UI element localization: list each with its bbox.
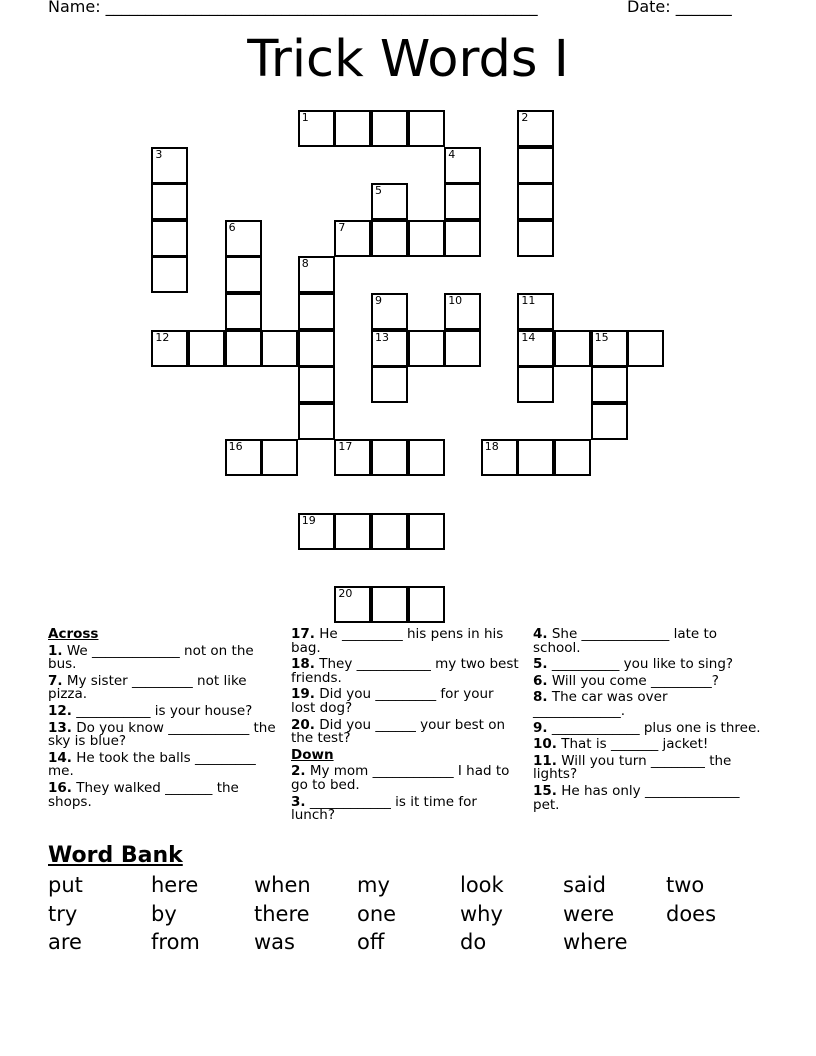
word-bank-word: said xyxy=(563,873,606,897)
clue-number-label: 12. xyxy=(48,702,72,719)
down-clues-list-continued xyxy=(533,628,763,812)
crossword-cell[interactable] xyxy=(371,293,408,330)
clues-column-3 xyxy=(533,628,763,815)
name-field-label[interactable]: Name: ______________________________________________________ xyxy=(48,0,538,16)
clue-text: Did you _________ for your lost dog? xyxy=(291,686,494,716)
clue-item xyxy=(533,672,763,689)
word-bank-word: put xyxy=(48,873,83,897)
clue-text: ____________ is it time for lunch? xyxy=(291,793,477,824)
date-field-label[interactable]: Date: _______ xyxy=(627,0,732,16)
word-bank-word: by xyxy=(151,902,177,926)
crossword-cell[interactable] xyxy=(517,330,554,367)
word-bank-word: two xyxy=(666,873,705,897)
clue-number: 15 xyxy=(594,330,609,344)
clue-item xyxy=(291,658,521,685)
clue-item xyxy=(291,793,521,824)
crossword-cell[interactable] xyxy=(627,330,664,367)
crossword-cell[interactable] xyxy=(408,439,445,476)
word-bank-word: were xyxy=(563,902,615,926)
crossword-cell[interactable] xyxy=(371,183,408,220)
clues-column-1 xyxy=(48,628,278,812)
clue-number: 3 xyxy=(155,147,163,161)
clue-number-label: 4. xyxy=(533,626,548,642)
crossword-cell[interactable] xyxy=(151,220,188,257)
clue-number-label: 3. xyxy=(291,793,306,810)
clue-number-label: 7. xyxy=(48,672,63,689)
clue-item xyxy=(48,642,278,673)
crossword-cell[interactable] xyxy=(225,439,262,476)
word-bank-word: there xyxy=(254,902,310,926)
clue-item xyxy=(533,782,763,813)
clue-text: The car was over _____________. xyxy=(533,689,668,719)
crossword-cell[interactable] xyxy=(481,439,518,476)
crossword-cell[interactable] xyxy=(408,110,445,147)
crossword-cell[interactable] xyxy=(444,293,481,330)
clue-number-label: 11. xyxy=(533,752,557,769)
clue-number-label: 10. xyxy=(533,736,557,753)
clue-number-label: 5. xyxy=(533,656,548,673)
clue-number-label: 8. xyxy=(533,689,548,706)
clue-number: 9 xyxy=(375,294,382,307)
word-bank-word: from xyxy=(151,930,200,954)
clue-item xyxy=(533,658,763,672)
down-clues-list xyxy=(291,765,521,822)
crossword-cell[interactable] xyxy=(517,147,554,184)
clue-number: 16 xyxy=(228,440,243,454)
crossword-cell[interactable] xyxy=(517,439,554,476)
clue-number-label: 17. xyxy=(291,626,315,642)
word-bank-word: off xyxy=(357,930,385,954)
clue-number-label: 19. xyxy=(291,686,315,703)
crossword-cell[interactable] xyxy=(371,586,408,623)
crossword-cell[interactable] xyxy=(334,513,371,550)
clue-number: 19 xyxy=(301,513,316,527)
crossword-cell[interactable] xyxy=(517,366,554,403)
clue-item xyxy=(48,672,278,703)
crossword-cell[interactable] xyxy=(371,366,408,403)
crossword-cell[interactable] xyxy=(517,110,554,147)
clue-number: 12 xyxy=(155,330,170,344)
word-bank-word: here xyxy=(151,873,199,897)
crossword-cell[interactable] xyxy=(371,220,408,257)
crossword-cell[interactable] xyxy=(298,513,335,550)
clue-number: 5 xyxy=(375,184,382,198)
across-heading: Across xyxy=(48,626,99,642)
clue-number-label: 20. xyxy=(291,716,315,733)
clue-number: 11 xyxy=(521,294,536,307)
crossword-cell[interactable] xyxy=(334,220,371,257)
crossword-cell[interactable] xyxy=(408,330,445,367)
crossword-cell[interactable] xyxy=(408,220,445,257)
clue-text: He _________ his pens in his bag. xyxy=(291,626,504,656)
crossword-cell[interactable] xyxy=(517,183,554,220)
clue-item xyxy=(533,719,763,736)
crossword-cell[interactable] xyxy=(298,293,335,330)
clue-text: They ___________ my two best friends. xyxy=(291,656,519,686)
crossword-cell[interactable] xyxy=(334,586,371,623)
clue-item xyxy=(533,752,763,783)
word-bank-word: where xyxy=(563,930,628,954)
clue-text: That is _______ jacket! xyxy=(556,736,709,753)
crossword-cell[interactable] xyxy=(298,256,335,293)
clue-text: Did you ______ your best on the test? xyxy=(291,716,506,747)
clues-column-2 xyxy=(291,628,521,826)
clue-text: He has only ______________ pet. xyxy=(533,782,740,813)
clue-item xyxy=(291,765,521,792)
crossword-cell[interactable] xyxy=(188,330,225,367)
crossword-cell[interactable] xyxy=(225,220,262,257)
clue-number: 18 xyxy=(484,440,499,454)
across-clues-list xyxy=(48,642,278,810)
crossword-cell[interactable] xyxy=(591,366,628,403)
crossword-cell[interactable] xyxy=(298,366,335,403)
word-bank-word: are xyxy=(48,930,82,954)
word-bank-word: why xyxy=(460,902,503,926)
across-clues-list-continued xyxy=(291,628,521,746)
crossword-cell[interactable] xyxy=(151,147,188,184)
crossword-cell[interactable] xyxy=(444,220,481,257)
crossword-cell[interactable] xyxy=(225,330,262,367)
clue-item xyxy=(533,738,763,752)
clue-text: We _____________ not on the bus. xyxy=(48,642,254,673)
crossword-cell[interactable] xyxy=(517,220,554,257)
crossword-cell[interactable] xyxy=(408,586,445,623)
clue-item xyxy=(291,688,521,715)
crossword-cell[interactable] xyxy=(444,330,481,367)
clue-number: 17 xyxy=(338,440,353,454)
clue-text: Will you come _________? xyxy=(547,672,719,689)
crossword-cell[interactable] xyxy=(371,110,408,147)
clue-item xyxy=(291,716,521,747)
crossword-cell[interactable] xyxy=(554,330,591,367)
word-bank-word: try xyxy=(48,902,78,926)
clue-text: He took the balls _________ me. xyxy=(48,749,256,780)
clue-number: 7 xyxy=(338,220,346,234)
clue-item xyxy=(291,628,521,655)
clue-item xyxy=(48,779,278,810)
crossword-cell[interactable] xyxy=(151,256,188,293)
clue-number: 2 xyxy=(521,111,529,124)
word-bank-word: look xyxy=(460,873,504,897)
clue-number-label: 6. xyxy=(533,672,548,689)
clue-text: She _____________ late to school. xyxy=(533,626,718,656)
clue-number: 14 xyxy=(521,330,536,344)
clue-number-label: 9. xyxy=(533,719,548,736)
crossword-cell[interactable] xyxy=(591,330,628,367)
crossword-cell[interactable] xyxy=(298,403,335,440)
clue-text: __________ you like to sing? xyxy=(547,656,734,673)
crossword-cell[interactable] xyxy=(371,439,408,476)
crossword-cell[interactable] xyxy=(261,330,298,367)
clue-number: 4 xyxy=(448,147,456,161)
clue-number-label: 14. xyxy=(48,749,72,766)
clue-number: 1 xyxy=(301,111,309,124)
word-bank-word: when xyxy=(254,873,311,897)
crossword-cell[interactable] xyxy=(334,110,371,147)
clue-text: Do you know ____________ the sky is blue? xyxy=(48,719,276,750)
crossword-cell[interactable] xyxy=(444,147,481,184)
word-bank-title: Word Bank xyxy=(48,843,183,868)
clue-text: Will you turn ________ the lights? xyxy=(533,752,732,783)
crossword-cell[interactable] xyxy=(591,403,628,440)
clue-number-label: 15. xyxy=(533,782,557,799)
clue-text: My mom ____________ I had to go to bed. xyxy=(291,763,510,793)
clue-item xyxy=(48,749,278,780)
word-bank-word: my xyxy=(357,873,390,897)
clue-number: 6 xyxy=(228,220,236,234)
clue-item xyxy=(533,628,763,655)
crossword-cell[interactable] xyxy=(554,439,591,476)
clue-item xyxy=(533,691,763,718)
clue-number-label: 13. xyxy=(48,719,72,736)
crossword-cell[interactable] xyxy=(298,330,335,367)
clue-number: 20 xyxy=(338,586,353,600)
clue-text: _____________ plus one is three. xyxy=(547,719,761,736)
clue-number: 10 xyxy=(448,294,463,307)
clue-number-label: 16. xyxy=(48,779,72,796)
crossword-cell[interactable] xyxy=(298,110,335,147)
word-bank-word: do xyxy=(460,930,487,954)
crossword-cell[interactable] xyxy=(225,293,262,330)
word-bank-word: does xyxy=(666,902,717,926)
clue-text: My sister _________ not like pizza. xyxy=(48,672,247,703)
crossword-cell[interactable] xyxy=(444,183,481,220)
clue-number-label: 1. xyxy=(48,642,63,659)
clue-number-label: 2. xyxy=(291,763,306,780)
clue-text: They walked _______ the shops. xyxy=(48,779,239,810)
crossword-cell[interactable] xyxy=(151,330,188,367)
crossword-cell[interactable] xyxy=(225,256,262,293)
crossword-cell[interactable] xyxy=(371,513,408,550)
clue-number: 13 xyxy=(375,330,389,344)
word-bank-word: was xyxy=(254,930,295,954)
crossword-cell[interactable] xyxy=(408,513,445,550)
clue-item xyxy=(48,702,278,719)
crossword-cell[interactable] xyxy=(261,439,298,476)
down-heading: Down xyxy=(291,746,334,763)
crossword-cell[interactable] xyxy=(151,183,188,220)
word-bank-word: one xyxy=(357,902,397,926)
clue-item xyxy=(48,719,278,750)
clue-number: 8 xyxy=(301,257,309,271)
clue-number-label: 18. xyxy=(291,656,315,673)
crossword-cell[interactable] xyxy=(371,330,408,367)
crossword-cell[interactable] xyxy=(334,439,371,476)
page-title: Trick Words I xyxy=(247,30,569,89)
clue-text: ___________ is your house? xyxy=(71,702,253,719)
crossword-cell[interactable] xyxy=(517,293,554,330)
